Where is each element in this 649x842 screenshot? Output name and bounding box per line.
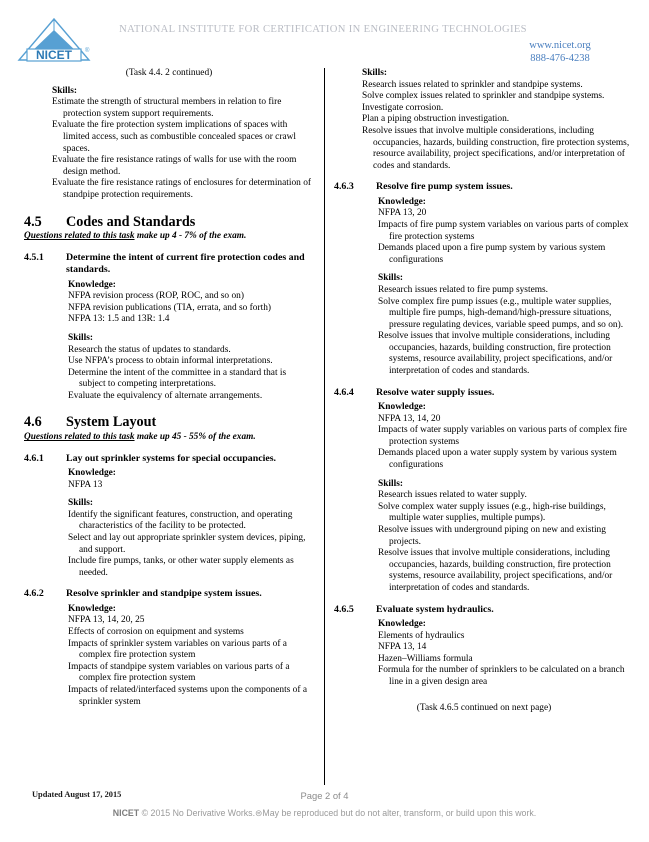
task-continued-next-page-note: (Task 4.6.5 continued on next page) [416, 702, 552, 713]
knowledge-list [378, 631, 634, 689]
task-title: Resolve sprinkler and standpipe system issues. [66, 588, 262, 600]
copyright-notice [0, 808, 649, 819]
list-item: Solve complex fire pump issues (e.g., multiple water supplies, multiple fire pumps, high-demand/high-pressure situations, pressure regulating devices, variable speed pumps, and so on). [378, 296, 624, 330]
knowledge-label: Knowledge: [378, 402, 426, 413]
knowledge-list [68, 480, 314, 492]
skills-list [378, 490, 634, 594]
task-number: 4.6.2 [24, 588, 44, 600]
skills-block [378, 273, 634, 377]
section-number: 4.5 [24, 213, 42, 230]
list-item: NFPA 13 [68, 479, 103, 490]
list-item: Evaluate the fire resistance ratings of walls for use with the room design method. [52, 155, 297, 177]
right-column [334, 68, 634, 714]
nicet-logo-svg [16, 16, 94, 66]
knowledge-list [378, 414, 634, 472]
section-number: 4.6 [24, 414, 42, 431]
list-item: NFPA 13, 14 [378, 642, 427, 653]
skills-list [52, 97, 314, 201]
copyright-rest: May be reproduced but do not alter, transform, or build upon this work. [262, 808, 537, 818]
skills-label: Skills: [378, 478, 404, 489]
knowledge-block [68, 604, 314, 708]
list-item: Hazen–Williams formula [378, 653, 473, 664]
list-item: Resolve issues with underground piping on new and existing projects. [378, 525, 606, 547]
list-item: Research the status of updates to standards. [68, 344, 231, 355]
list-item: Research issues related to fire pump systems. [378, 284, 549, 295]
list-item: Elements of hydraulics [378, 630, 465, 641]
section-heading-4-6 [24, 414, 314, 431]
updated-date: Updated August 17, 2015 [32, 790, 122, 799]
skills-block [68, 498, 314, 579]
task-title: Determine the intent of current fire protection codes and standards. [66, 251, 305, 276]
knowledge-list [378, 208, 634, 266]
list-item: Effects of corrosion on equipment and systems [68, 627, 244, 637]
list-item: Evaluate the equivalency of alternate arrangements. [68, 390, 263, 401]
footer-top-row [0, 790, 649, 804]
list-item: Resolve issues that involve multiple considerations, including occupancies, hazards, building construction, fire protection systems, resource availability, project specifications, and/or interpretation of codes and standards. [362, 125, 630, 171]
list-item: Impacts of related/interfaced systems upon the components of a sprinkler system [68, 684, 307, 707]
section-title: System Layout [66, 414, 157, 431]
task-number: 4.6.5 [334, 603, 354, 615]
task-heading-4-6-3 [334, 181, 634, 193]
list-item: Research issues related to water supply. [378, 490, 527, 501]
task-number: 4.6.3 [334, 181, 354, 193]
knowledge-list [68, 615, 314, 708]
list-item: Determine the intent of the committee in a standard that is subject to competing interpretations. [68, 367, 287, 390]
task-title: Resolve fire pump system issues. [376, 181, 513, 193]
page-number: Page 2 of 4 [300, 790, 349, 801]
knowledge-block [378, 619, 634, 689]
list-item: NFPA 13, 14, 20 [378, 413, 441, 424]
task-title: Resolve water supply issues. [376, 386, 495, 398]
header-contact [475, 39, 645, 65]
section-exam-weight-note [24, 432, 314, 444]
list-item: Plan a piping obstruction investigation. [362, 114, 510, 125]
skills-list [68, 510, 314, 580]
list-item: Impacts of standpipe system variables on various parts of a complex fire protection system [68, 661, 290, 684]
section-note-underlined: Questions related to this task [24, 432, 135, 443]
left-column [24, 68, 314, 708]
section-note-rest: make up 4 - 7% of the exam. [134, 231, 247, 242]
list-item: Select and lay out appropriate sprinkler system devices, piping, and support. [68, 533, 306, 555]
no-derivative-works-icon: ⊜ [255, 809, 263, 819]
website-link[interactable]: www.nicet.org [529, 40, 591, 51]
task-heading-4-6-5 [334, 604, 634, 616]
task-heading-4-6-1 [24, 453, 314, 465]
task-heading-4-6-2 [24, 588, 314, 600]
knowledge-block [68, 468, 314, 491]
page-header [0, 0, 649, 62]
list-item: Use NFPA’s process to obtain informal interpretations. [68, 356, 273, 367]
task-number: 4.5.1 [24, 251, 44, 263]
list-item: NFPA revision publications (TIA, errata, and so forth) [68, 302, 272, 313]
task-title: Lay out sprinkler systems for special occupancies. [66, 452, 277, 464]
knowledge-label: Knowledge: [68, 603, 116, 614]
page-footer [0, 790, 649, 819]
organization-title: NATIONAL INSTITUTE FOR CERTIFICATION IN ENGINEERING TECHNOLOGIES [119, 24, 527, 35]
section-note-rest: make up 45 - 55% of the exam. [134, 432, 256, 443]
section-heading-4-5 [24, 213, 314, 230]
list-item: Estimate the strength of structural members in relation to fire protection system support requirements. [52, 97, 282, 119]
list-item: NFPA 13: 1.5 and 13R: 1.4 [68, 314, 170, 325]
skills-label: Skills: [362, 68, 388, 78]
list-item: NFPA revision process (ROP, ROC, and so on) [68, 291, 244, 302]
task-heading-4-5-1 [24, 252, 314, 277]
skills-label: Skills: [68, 498, 94, 509]
section-note-underlined: Questions related to this task [24, 231, 135, 242]
list-item: Identify the significant features, construction, and operating characteristics of the facility to be protected. [68, 509, 293, 532]
knowledge-label: Knowledge: [378, 196, 426, 207]
list-item: Impacts of fire pump system variables on various parts of complex fire protection systems [378, 219, 629, 242]
skills-list [362, 80, 634, 173]
knowledge-label: Knowledge: [378, 618, 426, 629]
copyright-brand: NICET [112, 808, 140, 818]
skills-label: Skills: [52, 85, 78, 96]
skills-label: Skills: [378, 273, 404, 284]
skills-list [378, 285, 634, 378]
section-title: Codes and Standards [66, 213, 196, 230]
knowledge-list [68, 291, 314, 326]
skills-list [68, 345, 314, 403]
task-continued-note: (Task 4.4. 2 continued) [125, 68, 213, 78]
nicet-logo [16, 16, 94, 66]
column-divider [324, 68, 325, 785]
skills-block [68, 333, 314, 403]
copyright-middle: © 2015 No Derivative Works. [141, 808, 256, 818]
list-item: Evaluate the fire protection system implications of spaces with limited access, such as combustible concealed spaces or crawl spaces. [52, 120, 296, 154]
skills-label: Skills: [68, 332, 94, 343]
list-item: Investigate corrosion. [362, 102, 444, 113]
skills-block [52, 86, 314, 202]
list-item: NFPA 13, 20 [378, 208, 427, 219]
knowledge-label: Knowledge: [68, 468, 116, 479]
nicet-logo-wordmark: NICET [36, 48, 72, 62]
list-item: Impacts of sprinkler system variables on various parts of a complex fire protection system [68, 638, 287, 661]
list-item: Resolve issues that involve multiple considerations, including occupancies, hazards, building construction, fire protection systems, resource availability, project specifications, and/or interpretation of codes and standards. [378, 331, 613, 377]
task-title: Evaluate system hydraulics. [376, 603, 494, 615]
skills-block [362, 68, 634, 172]
phone-number: 888-476-4238 [530, 53, 590, 64]
list-item: Formula for the number of sprinklers to be calculated on a branch line in a given design area [378, 665, 625, 687]
task-heading-4-6-4 [334, 387, 634, 399]
knowledge-block [68, 280, 314, 326]
list-item: NFPA 13, 14, 20, 25 [68, 615, 145, 626]
knowledge-label: Knowledge: [68, 279, 116, 290]
list-item: Impacts of water supply variables on various parts of complex fire protection systems [378, 425, 627, 447]
list-item: Research issues related to sprinkler and standpipe systems. [362, 79, 583, 90]
knowledge-block [378, 402, 634, 472]
list-item: Solve complex water supply issues (e.g., high-rise buildings, multiple water supplies, multiple pumps). [378, 501, 606, 524]
skills-block [378, 479, 634, 595]
list-item: Include fire pumps, tanks, or other water supply elements as needed. [68, 556, 294, 578]
section-exam-weight-note [24, 231, 314, 243]
task-number: 4.6.1 [24, 452, 44, 464]
task-number: 4.6.4 [334, 386, 354, 398]
knowledge-block [378, 197, 634, 267]
list-item: Solve complex issues related to sprinkler and standpipe systems. [362, 91, 605, 102]
registered-trademark-icon: ® [85, 48, 90, 54]
list-item: Demands placed upon a fire pump system by various system configurations [378, 243, 606, 265]
list-item: Resolve issues that involve multiple considerations, including occupancies, hazards, building construction, fire protection systems, resource availability, project specifications, and/or interpretation of codes and standards. [378, 548, 613, 593]
content-columns [0, 68, 649, 785]
list-item: Evaluate the fire resistance ratings of enclosures for determination of standpipe protection requirements. [52, 178, 312, 200]
list-item: Demands placed upon a water supply system by various system configurations [378, 448, 617, 471]
